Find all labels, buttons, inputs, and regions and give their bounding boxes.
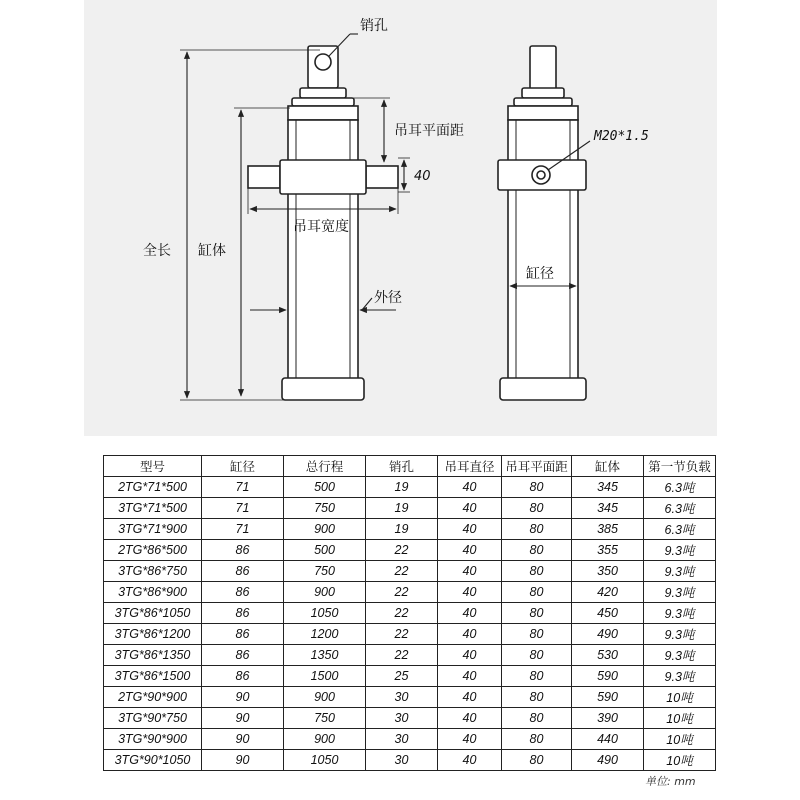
- table-cell: 90: [202, 708, 284, 729]
- table-cell: 390: [572, 708, 644, 729]
- table-cell: 22: [366, 561, 438, 582]
- table-cell: 530: [572, 645, 644, 666]
- table-row: [104, 624, 716, 645]
- table-cell: 90: [202, 687, 284, 708]
- table-cell: 40: [438, 624, 502, 645]
- side-base: [500, 378, 586, 400]
- table-cell: 6.3吨: [644, 498, 716, 519]
- front-cap-top: [300, 88, 346, 98]
- lug-plane-distance-label: 吊耳平面距: [394, 123, 464, 139]
- table-cell: 9.3吨: [644, 540, 716, 561]
- table-cell: 10吨: [644, 708, 716, 729]
- spec-table: [103, 455, 716, 771]
- table-cell: 80: [502, 561, 572, 582]
- table-cell: 86: [202, 603, 284, 624]
- overall-length-label: 全长: [143, 243, 171, 259]
- table-cell: 590: [572, 666, 644, 687]
- table-cell: 19: [366, 477, 438, 498]
- lug-width-label: 吊耳宽度: [293, 219, 349, 235]
- table-cell: 3TG*90*1050: [104, 750, 202, 771]
- table-cell: 86: [202, 666, 284, 687]
- table-cell: 40: [438, 687, 502, 708]
- table-cell: 30: [366, 687, 438, 708]
- table-cell: 80: [502, 645, 572, 666]
- table-cell: 350: [572, 561, 644, 582]
- table-cell: 3TG*86*1500: [104, 666, 202, 687]
- table-cell: 22: [366, 645, 438, 666]
- outer-diameter-leader: [362, 298, 372, 310]
- table-cell: 80: [502, 477, 572, 498]
- col-header-model: 型号: [104, 456, 202, 477]
- table-cell: 900: [284, 519, 366, 540]
- table-row: [104, 498, 716, 519]
- front-head: [288, 106, 358, 120]
- side-rod-top: [530, 46, 556, 90]
- table-cell: 22: [366, 624, 438, 645]
- table-cell: 86: [202, 645, 284, 666]
- table-cell: 3TG*71*500: [104, 498, 202, 519]
- table-cell: 750: [284, 708, 366, 729]
- table-cell: 40: [438, 498, 502, 519]
- table-cell: 86: [202, 624, 284, 645]
- table-row: [104, 645, 716, 666]
- table-cell: 420: [572, 582, 644, 603]
- col-header-pin-hole: 销孔: [366, 456, 438, 477]
- table-cell: 750: [284, 561, 366, 582]
- table-cell: 385: [572, 519, 644, 540]
- table-cell: 3TG*86*900: [104, 582, 202, 603]
- table-cell: 80: [502, 666, 572, 687]
- front-base: [282, 378, 364, 400]
- bore-label: 缸径: [526, 266, 554, 282]
- table-row: [104, 519, 716, 540]
- table-cell: 3TG*86*1050: [104, 603, 202, 624]
- table-cell: 40: [438, 603, 502, 624]
- table-cell: 440: [572, 729, 644, 750]
- table-cell: 9.3吨: [644, 645, 716, 666]
- front-barrel: [288, 120, 358, 380]
- col-header-cylinder-body: 缸体: [572, 456, 644, 477]
- table-cell: 3TG*90*750: [104, 708, 202, 729]
- table-cell: 500: [284, 540, 366, 561]
- table-cell: 900: [284, 687, 366, 708]
- side-view: [498, 46, 586, 400]
- front-lug-ring: [280, 160, 366, 194]
- lug-thickness-label: 40: [414, 169, 431, 184]
- table-cell: 80: [502, 603, 572, 624]
- table-cell: 10吨: [644, 687, 716, 708]
- table-cell: 345: [572, 498, 644, 519]
- front-trunnion-right: [366, 166, 398, 188]
- table-cell: 80: [502, 729, 572, 750]
- table-cell: 40: [438, 666, 502, 687]
- table-cell: 40: [438, 645, 502, 666]
- table-cell: 80: [502, 624, 572, 645]
- table-cell: 9.3吨: [644, 603, 716, 624]
- table-cell: 6.3吨: [644, 519, 716, 540]
- table-cell: 40: [438, 519, 502, 540]
- table-cell: 900: [284, 582, 366, 603]
- table-cell: 3TG*86*1200: [104, 624, 202, 645]
- table-cell: 86: [202, 561, 284, 582]
- table-cell: 19: [366, 498, 438, 519]
- cylinder-body-label: 缸体: [198, 243, 226, 259]
- unit-note: 单位: mm: [645, 775, 696, 788]
- table-cell: 500: [284, 477, 366, 498]
- table-cell: 9.3吨: [644, 582, 716, 603]
- table-cell: 345: [572, 477, 644, 498]
- table-cell: 40: [438, 582, 502, 603]
- table-row: [104, 708, 716, 729]
- table-cell: 750: [284, 498, 366, 519]
- table-cell: 2TG*86*500: [104, 540, 202, 561]
- table-cell: 80: [502, 540, 572, 561]
- col-header-first-stage-load: 第一节负载: [644, 456, 716, 477]
- table-cell: 22: [366, 603, 438, 624]
- table-cell: 80: [502, 708, 572, 729]
- table-cell: 80: [502, 750, 572, 771]
- table-cell: 3TG*90*900: [104, 729, 202, 750]
- table-cell: 10吨: [644, 750, 716, 771]
- table-cell: 86: [202, 582, 284, 603]
- table-cell: 22: [366, 582, 438, 603]
- col-header-lug-diameter: 吊耳直径: [438, 456, 502, 477]
- front-cap-second: [292, 98, 354, 106]
- table-row: [104, 750, 716, 771]
- table-cell: 30: [366, 708, 438, 729]
- table-cell: 490: [572, 750, 644, 771]
- pin-hole-icon: [315, 54, 331, 70]
- table-cell: 9.3吨: [644, 666, 716, 687]
- col-header-bore: 缸径: [202, 456, 284, 477]
- table-cell: 80: [502, 687, 572, 708]
- table-cell: 590: [572, 687, 644, 708]
- table-cell: 3TG*86*750: [104, 561, 202, 582]
- table-cell: 355: [572, 540, 644, 561]
- table-cell: 71: [202, 519, 284, 540]
- table-cell: 1200: [284, 624, 366, 645]
- table-cell: 3TG*71*900: [104, 519, 202, 540]
- table-cell: 30: [366, 750, 438, 771]
- table-cell: 71: [202, 498, 284, 519]
- table-header-row: [104, 456, 716, 477]
- table-cell: 3TG*86*1350: [104, 645, 202, 666]
- table-cell: 900: [284, 729, 366, 750]
- table-cell: 40: [438, 477, 502, 498]
- table-cell: 10吨: [644, 729, 716, 750]
- table-cell: 490: [572, 624, 644, 645]
- table-cell: 450: [572, 603, 644, 624]
- col-header-total-stroke: 总行程: [284, 456, 366, 477]
- front-trunnion-left: [248, 166, 280, 188]
- table-cell: 40: [438, 750, 502, 771]
- table-cell: 25: [366, 666, 438, 687]
- table-cell: 6.3吨: [644, 477, 716, 498]
- table-cell: 1050: [284, 603, 366, 624]
- table-cell: 2TG*90*900: [104, 687, 202, 708]
- thread-label: M20*1.5: [594, 129, 649, 144]
- table-cell: 1500: [284, 666, 366, 687]
- table-cell: 22: [366, 540, 438, 561]
- col-header-lug-plane-distance: 吊耳平面距: [502, 456, 572, 477]
- outer-diameter-label: 外径: [374, 290, 402, 306]
- table-cell: 1350: [284, 645, 366, 666]
- table-cell: 1050: [284, 750, 366, 771]
- table-row: [104, 666, 716, 687]
- table-cell: 40: [438, 708, 502, 729]
- table-cell: 80: [502, 498, 572, 519]
- table-cell: 86: [202, 540, 284, 561]
- table-cell: 71: [202, 477, 284, 498]
- table-cell: 9.3吨: [644, 624, 716, 645]
- table-row: [104, 582, 716, 603]
- table-row: [104, 540, 716, 561]
- table-cell: 40: [438, 540, 502, 561]
- table-row: [104, 561, 716, 582]
- pin-hole-label: 销孔: [360, 18, 388, 34]
- pin-hole-leader: [329, 34, 350, 56]
- table-cell: 80: [502, 582, 572, 603]
- table-cell: 80: [502, 519, 572, 540]
- table-cell: 40: [438, 561, 502, 582]
- table-cell: 90: [202, 750, 284, 771]
- table-cell: 9.3吨: [644, 561, 716, 582]
- table-cell: 2TG*71*500: [104, 477, 202, 498]
- table-row: [104, 603, 716, 624]
- side-barrel: [508, 120, 578, 380]
- table-row: [104, 477, 716, 498]
- table-cell: 40: [438, 729, 502, 750]
- table-cell: 30: [366, 729, 438, 750]
- spec-table-body: [104, 477, 716, 771]
- table-cell: 90: [202, 729, 284, 750]
- table-cell: 19: [366, 519, 438, 540]
- table-row: [104, 687, 716, 708]
- table-row: [104, 729, 716, 750]
